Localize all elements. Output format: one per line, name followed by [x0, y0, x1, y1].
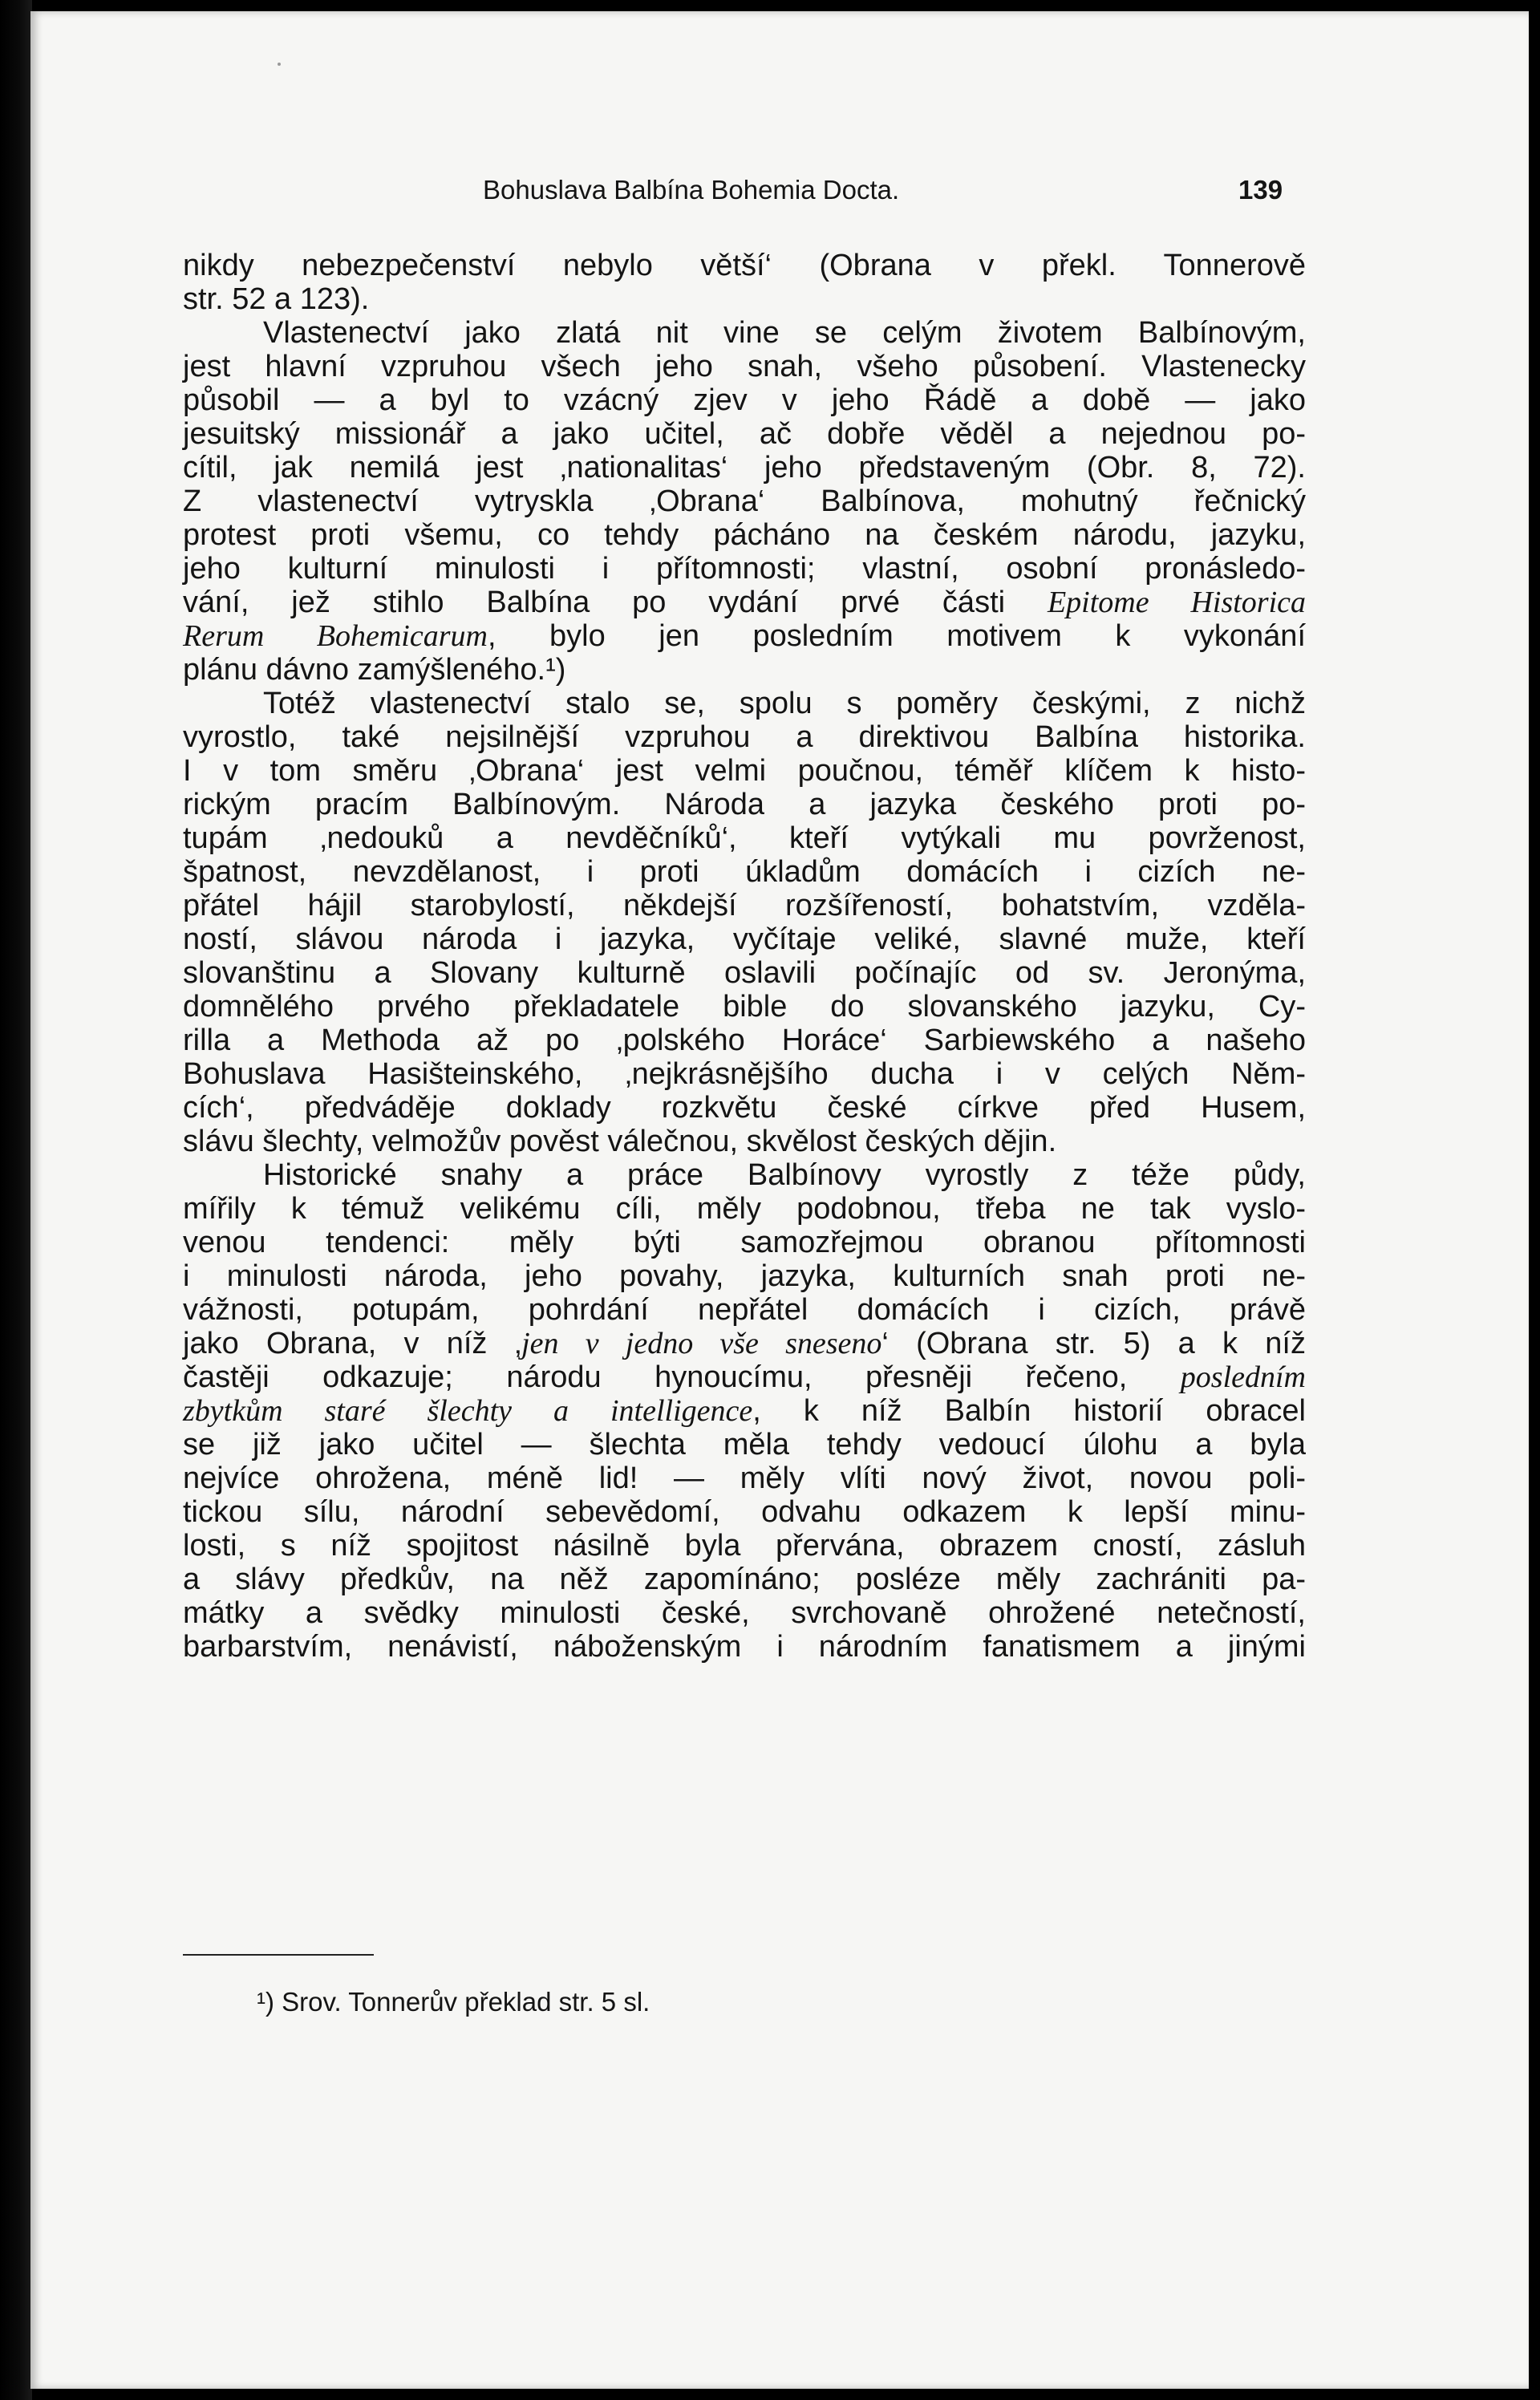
text-line: [183, 249, 1306, 282]
text-segment: ností, slávou národa i jazyka, vyčítaje veliké, slavné muže, kteří: [183, 922, 1306, 956]
text-line: [183, 518, 1306, 552]
text-segment: str. 52 a 123).: [183, 282, 370, 316]
text-line: [183, 1057, 1306, 1091]
footnote-marker: ¹): [257, 1987, 274, 2017]
text-line: [183, 1192, 1306, 1226]
text-segment: I v tom směru ‚Obrana‘ jest velmi poučnou, téměř klíčem k histo-: [183, 754, 1306, 788]
text-line: [183, 417, 1306, 451]
text-segment: plánu dávno zamýšleného.¹): [183, 653, 566, 687]
text-line: [183, 1529, 1306, 1563]
text-line: [183, 552, 1306, 586]
text-line: [183, 889, 1306, 922]
text-segment: rilla a Methoda až po ‚polského Horáce‘ Sarbiewského a našeho: [183, 1024, 1306, 1057]
text-line: [183, 720, 1306, 754]
text-line: [183, 1596, 1306, 1630]
text-segment: cích‘, předváděje doklady rozkvětu české církve před Husem,: [183, 1091, 1306, 1125]
text-line: [183, 1394, 1306, 1428]
text-line: [183, 956, 1306, 990]
text-segment: , k níž Balbín historií obracel: [752, 1394, 1307, 1428]
text-line: [183, 821, 1306, 855]
text-line: [183, 1024, 1306, 1057]
italic-text: Epitome Historica: [1047, 586, 1306, 619]
page-number: 139: [1238, 175, 1283, 205]
text-segment: losti, s níž spojitost násilně byla přervána, obrazem cností, zásluh: [183, 1529, 1306, 1563]
text-line: [183, 451, 1306, 484]
text-segment: slovanštinu a Slovany kulturně oslavili počínajíc od sv. Jeronýma,: [183, 956, 1306, 990]
scan-border: [0, 0, 32, 2400]
scan-speck: [278, 63, 281, 66]
text-line: [183, 1327, 1306, 1360]
text-line: [183, 754, 1306, 788]
text-segment: protest proti všemu, co tehdy pácháno na českém národu, jazyku,: [183, 518, 1306, 552]
footnote-text: Srov. Tonnerův překlad str. 5 sl.: [274, 1987, 650, 2017]
text-segment: mířily k témuž velikému cíli, měly podobnou, třeba ne tak vyslo-: [183, 1192, 1306, 1226]
text-segment: barbarstvím, nenávistí, náboženským i národním fanatismem a jinými: [183, 1630, 1306, 1664]
text-segment: jeho kulturní minulosti i přítomnosti; vlastní, osobní pronásledo-: [183, 552, 1306, 586]
text-segment: Historické snahy a práce Balbínovy vyrostly z téže půdy,: [263, 1158, 1306, 1192]
text-segment: mátky a svědky minulosti české, svrchovaně ohrožené netečností,: [183, 1596, 1306, 1630]
text-segment: jesuitský missionář a jako učitel, ač dobře věděl a nejednou po-: [183, 417, 1306, 451]
text-segment: se již jako učitel — šlechta měla tehdy vedoucí úlohu a byla: [183, 1428, 1306, 1461]
text-line: [183, 788, 1306, 821]
text-segment: jako Obrana, v níž ‚: [183, 1327, 522, 1360]
text-line: [183, 1360, 1306, 1394]
text-segment: tupám ‚nedouků a nevděčníků‘, kteří vytýkali mu povrženost,: [183, 821, 1306, 855]
text-segment: nejvíce ohrožena, méně lid! — měly vlíti nový život, novou poli-: [183, 1461, 1306, 1495]
text-line: [183, 586, 1306, 619]
text-line: [183, 990, 1306, 1024]
text-segment: Bohuslava Hasišteinského, ‚nejkrásnějšího ducha i v celých Něm-: [183, 1057, 1306, 1091]
text-segment: Totéž vlastenectví stalo se, spolu s poměry českými, z nichž: [263, 687, 1306, 720]
text-segment: přátel hájil starobylostí, někdejší rozšířeností, bohatstvím, vzděla-: [183, 889, 1306, 922]
text-line: [183, 282, 1306, 316]
text-line: [183, 922, 1306, 956]
text-line: [183, 855, 1306, 889]
body-text: [183, 249, 1306, 1664]
text-line: [183, 1293, 1306, 1327]
page-header: [0, 175, 1540, 215]
text-line: [183, 1259, 1306, 1293]
text-segment: vyrostlo, také nejsilnější vzpruhou a direktivou Balbína historika.: [183, 720, 1306, 754]
text-segment: ‘ (Obrana str. 5) a k níž: [881, 1327, 1306, 1360]
text-segment: cítil, jak nemilá jest ‚nationalitas‘ jeho představeným (Obr. 8, 72).: [183, 451, 1306, 484]
text-segment: působil — a byl to vzácný zjev v jeho Řádě a době — jako: [183, 383, 1306, 417]
text-segment: venou tendenci: měly býti samozřejmou obranou přítomnosti: [183, 1226, 1306, 1259]
text-line: [183, 1091, 1306, 1125]
italic-text: Rerum Bohemicarum: [183, 619, 488, 653]
footnote-separator: [183, 1954, 374, 1956]
italic-text: posledním: [1180, 1360, 1306, 1394]
text-segment: vážnosti, potupám, pohrdání nepřátel domácích i cizích, právě: [183, 1293, 1306, 1327]
text-segment: tickou sílu, národní sebevědomí, odvahu odkazem k lepší minu-: [183, 1495, 1306, 1529]
text-line: [183, 383, 1306, 417]
text-line: [183, 350, 1306, 383]
text-line: [183, 1125, 1306, 1158]
text-line: [183, 484, 1306, 518]
text-line: [183, 653, 1306, 687]
text-segment: domnělého prvého překladatele bible do slovanského jazyku, Cy-: [183, 990, 1306, 1024]
text-segment: Vlastenectví jako zlatá nit vine se celým životem Balbínovým,: [263, 316, 1306, 350]
text-segment: rickým pracím Balbínovým. Národa a jazyka českého proti po-: [183, 788, 1306, 821]
text-line: [183, 1630, 1306, 1664]
text-segment: slávu šlechty, velmožův pověst válečnou, skvělost českých dějin.: [183, 1125, 1057, 1158]
text-segment: a slávy předkův, na něž zapomínáno; posléze měly zachrániti pa-: [183, 1563, 1306, 1596]
text-line: [183, 1428, 1306, 1461]
text-segment: častěji odkazuje; národu hynoucímu, přesněji řečeno,: [183, 1360, 1181, 1394]
text-segment: Z vlastenectví vytryskla ‚Obrana‘ Balbínova, mohutný řečnický: [183, 484, 1306, 518]
text-segment: , bylo jen posledním motivem k vykonání: [487, 619, 1307, 653]
text-line: [183, 687, 1306, 720]
text-line: [183, 1226, 1306, 1259]
running-title: Bohuslava Balbína Bohemia Docta.: [483, 175, 900, 205]
text-line: [183, 1461, 1306, 1495]
italic-text: zbytkům staré šlechty a intelligence: [183, 1394, 753, 1428]
text-line: [183, 1495, 1306, 1529]
text-segment: nikdy nebezpečenství nebylo větší‘ (Obrana v překl. Tonnerově: [183, 249, 1306, 282]
text-segment: i minulosti národa, jeho povahy, jazyka, kulturních snah proti ne-: [183, 1259, 1306, 1293]
text-segment: vání, jež stihlo Balbína po vydání prvé části: [183, 586, 1048, 619]
text-segment: špatnost, nevzdělanost, i proti úkladům domácích i cizích ne-: [183, 855, 1306, 889]
text-line: [183, 1158, 1306, 1192]
footnote: [257, 1987, 650, 2017]
text-segment: jest hlavní vzpruhou všech jeho snah, všeho působení. Vlastenecky: [183, 350, 1306, 383]
text-line: [183, 316, 1306, 350]
text-line: [183, 1563, 1306, 1596]
italic-text: jen v jedno vše sneseno: [521, 1327, 882, 1360]
text-line: [183, 619, 1306, 653]
